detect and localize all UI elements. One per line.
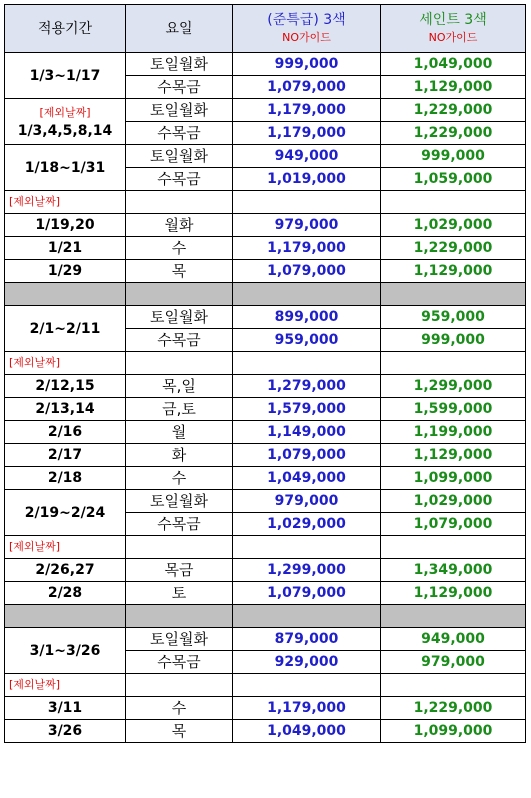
separator-cell — [5, 605, 126, 628]
empty-cell — [381, 352, 526, 375]
price-b-cell: 1,599,000 — [381, 398, 526, 421]
header-product-a — [233, 5, 381, 53]
price-a-cell: 1,079,000 — [233, 582, 381, 605]
day-cell: 수목금 — [126, 513, 233, 536]
day-cell: 목 — [126, 260, 233, 283]
day-cell: 수목금 — [126, 76, 233, 99]
price-a-cell: 1,579,000 — [233, 398, 381, 421]
period-cell: 2/19~2/24 — [5, 490, 126, 536]
separator-cell — [126, 283, 233, 306]
price-b-cell: 1,229,000 — [381, 697, 526, 720]
excluded-dates-row — [5, 352, 526, 375]
empty-cell — [233, 352, 381, 375]
price-a-cell: 999,000 — [233, 53, 381, 76]
excluded-dates-row — [5, 674, 526, 697]
price-a-cell: 1,049,000 — [233, 467, 381, 490]
period-cell: 3/1~3/26 — [5, 628, 126, 674]
price-b-cell: 1,059,000 — [381, 168, 526, 191]
price-b-cell: 1,129,000 — [381, 582, 526, 605]
excluded-dates-label: [제외날짜] — [5, 674, 126, 697]
separator-cell — [233, 283, 381, 306]
period-cell: 3/26 — [5, 720, 126, 743]
table-row — [5, 628, 526, 651]
excluded-dates-label: [제외날짜] — [5, 191, 126, 214]
separator-cell — [126, 605, 233, 628]
price-b-cell: 1,129,000 — [381, 260, 526, 283]
empty-cell — [126, 191, 233, 214]
header-day: 요일 — [126, 5, 233, 53]
empty-cell — [126, 674, 233, 697]
price-a-cell: 979,000 — [233, 214, 381, 237]
day-cell: 수 — [126, 467, 233, 490]
day-cell: 수목금 — [126, 329, 233, 352]
price-a-cell: 1,179,000 — [233, 237, 381, 260]
period-cell: 3/11 — [5, 697, 126, 720]
table-row — [5, 582, 526, 605]
empty-cell — [381, 536, 526, 559]
day-cell: 토일월화 — [126, 490, 233, 513]
price-a-cell: 1,019,000 — [233, 168, 381, 191]
day-cell: 토일월화 — [126, 53, 233, 76]
period-cell: 2/13,14 — [5, 398, 126, 421]
header-product-a-sub: NO가이드 — [282, 30, 331, 44]
table-row — [5, 99, 526, 122]
price-a-cell: 1,049,000 — [233, 720, 381, 743]
price-b-cell: 1,099,000 — [381, 720, 526, 743]
price-b-cell: 999,000 — [381, 145, 526, 168]
empty-cell — [126, 536, 233, 559]
day-cell: 월 — [126, 421, 233, 444]
period-cell: 1/21 — [5, 237, 126, 260]
header-product-b-sub: NO가이드 — [428, 30, 478, 44]
price-b-cell: 1,349,000 — [381, 559, 526, 582]
day-cell: 수 — [126, 237, 233, 260]
table-row — [5, 398, 526, 421]
excluded-dates-label: [제외날짜] — [5, 352, 126, 375]
price-a-cell: 949,000 — [233, 145, 381, 168]
price-a-cell: 1,029,000 — [233, 513, 381, 536]
table-row — [5, 421, 526, 444]
empty-cell — [233, 191, 381, 214]
day-cell: 수목금 — [126, 168, 233, 191]
header-product-b — [381, 5, 526, 53]
period-cell: 2/1~2/11 — [5, 306, 126, 352]
day-cell: 토일월화 — [126, 628, 233, 651]
excluded-dates-label: [제외날짜] — [5, 536, 126, 559]
price-a-cell: 1,179,000 — [233, 122, 381, 145]
table-row — [5, 444, 526, 467]
period-text: 1/3,4,5,8,14 — [17, 122, 113, 139]
day-cell: 토일월화 — [126, 99, 233, 122]
price-table — [4, 4, 526, 743]
excluded-dates-row — [5, 191, 526, 214]
price-a-cell: 879,000 — [233, 628, 381, 651]
day-cell: 수목금 — [126, 122, 233, 145]
table-row — [5, 697, 526, 720]
table-row — [5, 375, 526, 398]
table-row — [5, 559, 526, 582]
period-cell: 2/28 — [5, 582, 126, 605]
day-cell: 수 — [126, 697, 233, 720]
price-a-cell: 1,299,000 — [233, 559, 381, 582]
day-cell: 토일월화 — [126, 306, 233, 329]
price-a-cell: 1,079,000 — [233, 444, 381, 467]
day-cell: 목금 — [126, 559, 233, 582]
price-b-cell: 1,229,000 — [381, 237, 526, 260]
day-cell: 월화 — [126, 214, 233, 237]
table-row — [5, 214, 526, 237]
separator-cell — [381, 283, 526, 306]
table-row — [5, 306, 526, 329]
header-product-b-title: 세인트 3색 — [419, 11, 487, 28]
price-a-cell: 1,279,000 — [233, 375, 381, 398]
period-cell: 1/29 — [5, 260, 126, 283]
price-b-cell: 959,000 — [381, 306, 526, 329]
price-table-container — [4, 4, 526, 743]
period-cell: 1/18~1/31 — [5, 145, 126, 191]
price-a-cell: 1,149,000 — [233, 421, 381, 444]
period-cell: 2/12,15 — [5, 375, 126, 398]
day-cell: 화 — [126, 444, 233, 467]
price-a-cell: 899,000 — [233, 306, 381, 329]
period-cell: 2/18 — [5, 467, 126, 490]
price-b-cell: 1,199,000 — [381, 421, 526, 444]
separator-cell — [381, 605, 526, 628]
table-row — [5, 260, 526, 283]
table-row — [5, 490, 526, 513]
empty-cell — [381, 674, 526, 697]
price-a-cell: 1,179,000 — [233, 697, 381, 720]
price-b-cell: 1,229,000 — [381, 122, 526, 145]
period-cell — [5, 99, 126, 145]
price-a-cell: 959,000 — [233, 329, 381, 352]
table-row — [5, 237, 526, 260]
excluded-dates-row — [5, 536, 526, 559]
price-a-cell: 929,000 — [233, 651, 381, 674]
excluded-dates-label: [제외날짜] — [39, 105, 91, 119]
price-a-cell: 1,179,000 — [233, 99, 381, 122]
empty-cell — [381, 191, 526, 214]
price-a-cell: 979,000 — [233, 490, 381, 513]
separator-row — [5, 605, 526, 628]
price-b-cell: 999,000 — [381, 329, 526, 352]
day-cell: 목 — [126, 720, 233, 743]
price-b-cell: 1,099,000 — [381, 467, 526, 490]
header-period: 적용기간 — [5, 5, 126, 53]
period-cell: 2/17 — [5, 444, 126, 467]
period-cell: 1/19,20 — [5, 214, 126, 237]
price-b-cell: 949,000 — [381, 628, 526, 651]
price-a-cell: 1,079,000 — [233, 76, 381, 99]
header-product-a-title: (준특급) 3색 — [267, 11, 346, 28]
price-b-cell: 1,079,000 — [381, 513, 526, 536]
period-cell: 2/26,27 — [5, 559, 126, 582]
day-cell: 금,토 — [126, 398, 233, 421]
price-b-cell: 1,049,000 — [381, 53, 526, 76]
day-cell: 수목금 — [126, 651, 233, 674]
day-cell: 목,일 — [126, 375, 233, 398]
table-row — [5, 467, 526, 490]
price-a-cell: 1,079,000 — [233, 260, 381, 283]
day-cell: 토일월화 — [126, 145, 233, 168]
price-b-cell: 1,029,000 — [381, 490, 526, 513]
separator-row — [5, 283, 526, 306]
price-b-cell: 1,129,000 — [381, 76, 526, 99]
separator-cell — [233, 605, 381, 628]
price-b-cell: 1,229,000 — [381, 99, 526, 122]
empty-cell — [233, 536, 381, 559]
day-cell: 토 — [126, 582, 233, 605]
header-row — [5, 5, 526, 53]
period-cell: 2/16 — [5, 421, 126, 444]
separator-cell — [5, 283, 126, 306]
empty-cell — [126, 352, 233, 375]
table-row — [5, 145, 526, 168]
table-row — [5, 720, 526, 743]
price-b-cell: 1,299,000 — [381, 375, 526, 398]
table-row — [5, 53, 526, 76]
empty-cell — [233, 674, 381, 697]
price-b-cell: 1,129,000 — [381, 444, 526, 467]
period-cell: 1/3~1/17 — [5, 53, 126, 99]
price-b-cell: 979,000 — [381, 651, 526, 674]
price-b-cell: 1,029,000 — [381, 214, 526, 237]
